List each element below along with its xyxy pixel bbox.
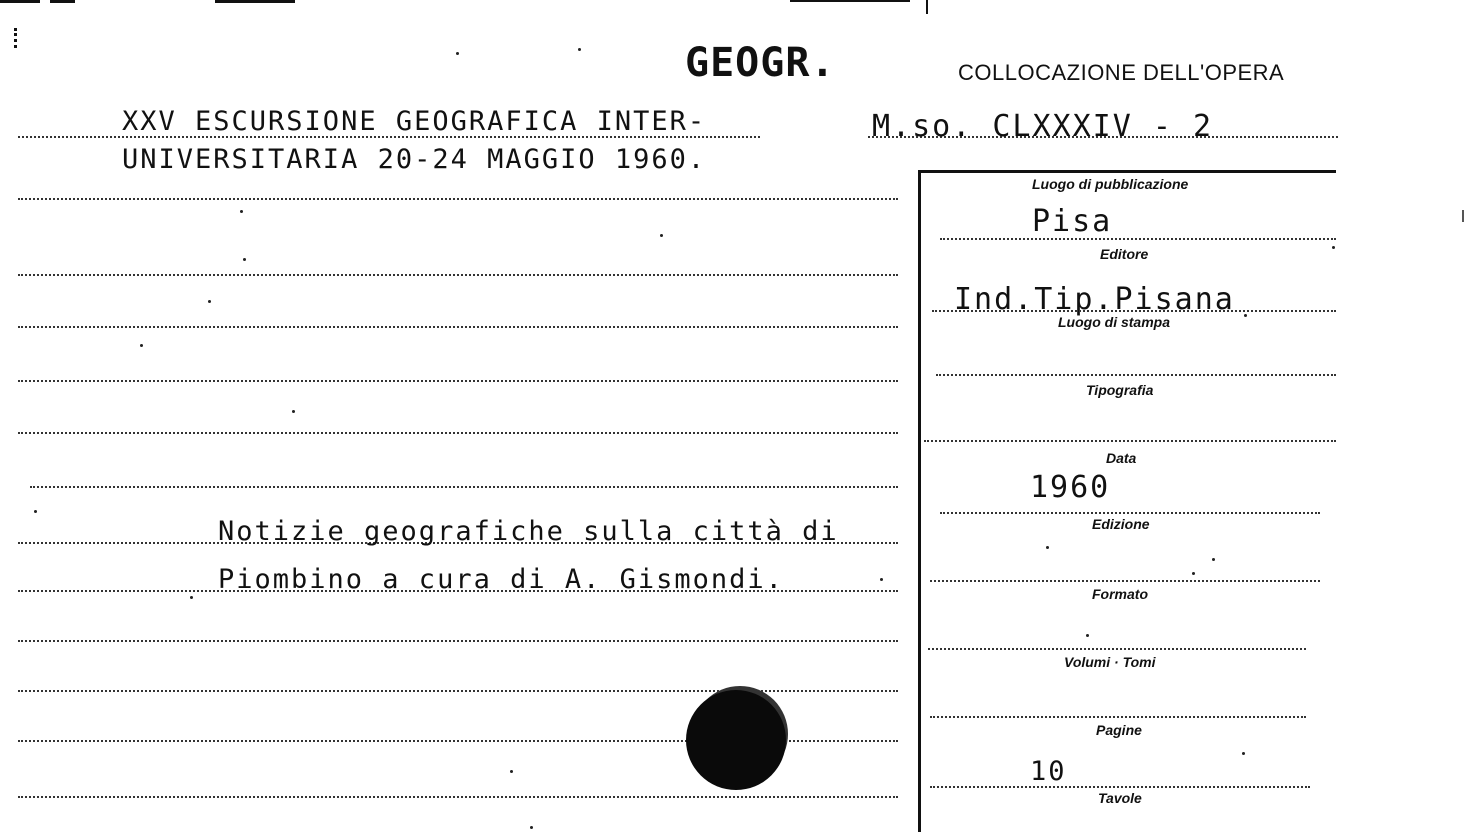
- ink-speck: [1244, 314, 1247, 317]
- ink-speck: [578, 48, 581, 51]
- left-edge-mark: [14, 28, 20, 48]
- punch-hole: [686, 690, 786, 790]
- top-edge-fragment: [50, 0, 75, 3]
- title-line-1: XXV ESCURSIONE GEOGRAFICA INTER-: [122, 106, 707, 137]
- ink-speck: [240, 210, 243, 213]
- top-edge-fragment: [0, 0, 40, 3]
- ink-speck: [140, 344, 143, 347]
- label-volumi-tomi: Volumi · Tomi: [1064, 654, 1156, 670]
- ink-speck: [510, 770, 513, 773]
- value-editore: Ind.Tip.Pisana: [954, 282, 1235, 317]
- box-left-border: [918, 170, 921, 832]
- ink-speck: [530, 826, 533, 829]
- rule-line: [930, 716, 1306, 718]
- shelfmark: M.so. CLXXXIV - 2: [872, 109, 1214, 144]
- right-edge-mark: [1462, 210, 1464, 222]
- ink-speck: [1046, 546, 1049, 549]
- rule-line: [18, 640, 898, 642]
- ink-speck: [1242, 752, 1245, 755]
- label-luogo-stampa: Luogo di stampa: [1058, 314, 1170, 330]
- label-luogo-pubblicazione: Luogo di pubblicazione: [1032, 176, 1189, 192]
- collocazione-label: COLLOCAZIONE DELL'OPERA: [958, 60, 1285, 85]
- rule-line: [930, 580, 1320, 582]
- rule-line: [940, 512, 1320, 514]
- label-tipografia: Tipografia: [1086, 382, 1154, 398]
- label-pagine: Pagine: [1096, 722, 1142, 738]
- rule-line: [18, 274, 898, 276]
- label-editore: Editore: [1100, 246, 1149, 262]
- ink-speck: [880, 578, 883, 581]
- note-line-2: Piombino a cura di A. Gismondi.: [218, 564, 784, 595]
- rule-line: [18, 198, 898, 200]
- label-tavole: Tavole: [1098, 790, 1142, 806]
- rule-line: [18, 796, 898, 798]
- ink-speck: [292, 410, 295, 413]
- ink-speck: [208, 300, 211, 303]
- label-formato: Formato: [1092, 586, 1148, 602]
- label-edizione: Edizione: [1092, 516, 1150, 532]
- rule-line: [30, 486, 898, 488]
- ink-speck: [456, 52, 459, 55]
- value-pagine: 10: [1030, 756, 1067, 787]
- title-line-2: UNIVERSITARIA 20-24 MAGGIO 1960.: [122, 144, 707, 175]
- rule-line: [930, 786, 1310, 788]
- top-edge-tick: [926, 0, 928, 14]
- ink-speck: [190, 596, 193, 599]
- rule-line: [936, 374, 1336, 376]
- section-heading: GEOGR.: [685, 40, 836, 86]
- ink-speck: [1192, 572, 1195, 575]
- rule-line: [924, 440, 1336, 442]
- rule-line: [940, 238, 1336, 240]
- value-luogo-pubblicazione: Pisa: [1032, 204, 1113, 239]
- rule-line: [18, 432, 898, 434]
- box-top-border: [920, 170, 1336, 173]
- rule-line: [18, 690, 898, 692]
- ink-speck: [660, 234, 663, 237]
- rule-line: [928, 648, 1306, 650]
- ink-speck: [1212, 558, 1215, 561]
- note-line-1: Notizie geografiche sulla città di: [218, 516, 839, 547]
- ink-speck: [34, 510, 37, 513]
- top-edge-fragment: [215, 0, 295, 3]
- ink-speck: [1086, 634, 1089, 637]
- ink-speck: [243, 258, 246, 261]
- rule-line: [932, 310, 1336, 312]
- rule-line: [18, 380, 898, 382]
- label-data: Data: [1106, 450, 1137, 466]
- value-data: 1960: [1030, 470, 1111, 505]
- ink-speck: [1332, 246, 1335, 249]
- rule-line: [18, 326, 898, 328]
- top-edge-fragment: [790, 0, 910, 2]
